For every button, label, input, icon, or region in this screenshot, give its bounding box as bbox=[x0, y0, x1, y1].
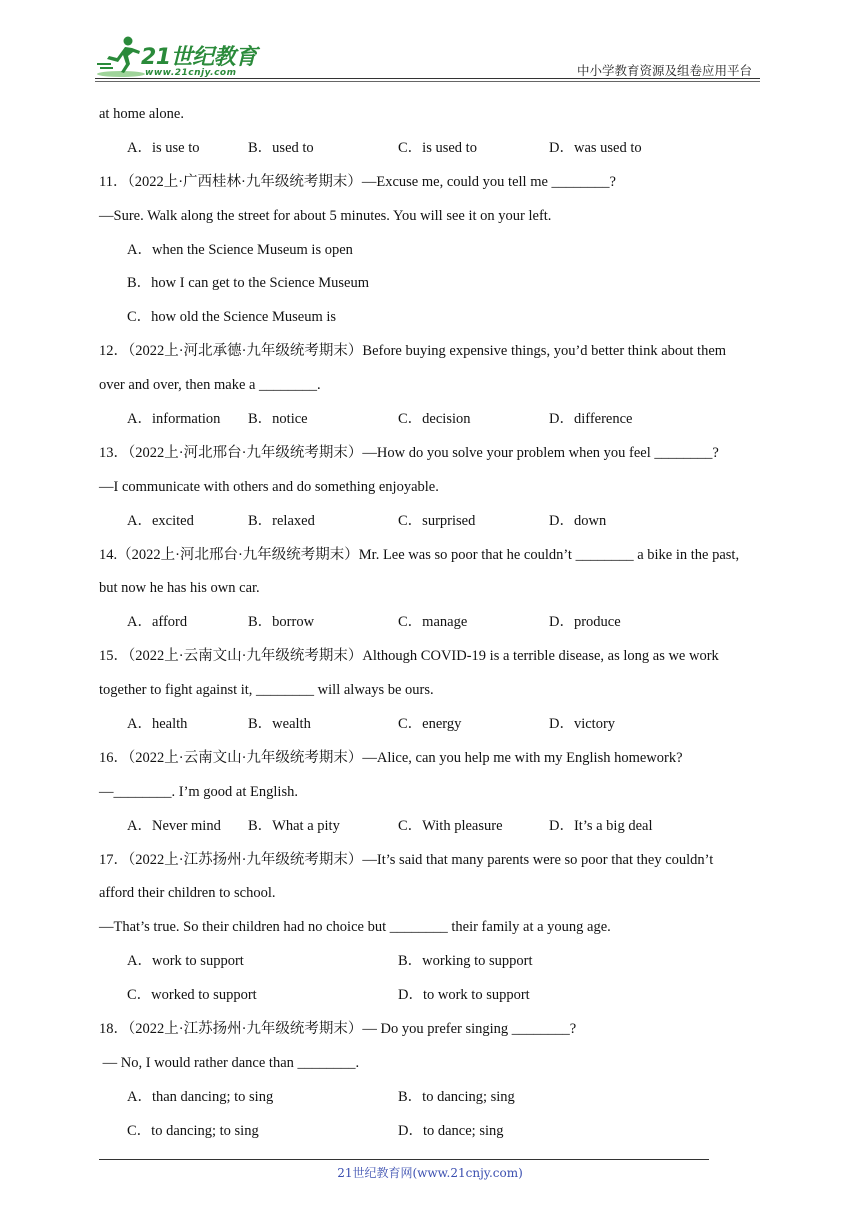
option-a: A．information bbox=[127, 411, 221, 428]
options-row bbox=[99, 979, 764, 1013]
option-b: B．used to bbox=[248, 139, 314, 156]
option-d: D．was used to bbox=[549, 139, 642, 156]
options-row bbox=[99, 1081, 764, 1115]
option-d: D．victory bbox=[549, 716, 616, 733]
option-d: D．produce bbox=[549, 614, 621, 631]
option-b: B．relaxed bbox=[248, 512, 315, 529]
option-b: B．wealth bbox=[248, 716, 311, 733]
option-b: B．to dancing; sing bbox=[398, 1088, 515, 1105]
options-row bbox=[99, 403, 764, 437]
logo-text: 21世纪教育 bbox=[141, 45, 257, 70]
option-d: D．down bbox=[549, 512, 607, 529]
question-stem: afford their children to school. bbox=[99, 885, 276, 902]
option-d: D．It’s a big deal bbox=[549, 817, 653, 834]
question-stem: 11．（2022上·广西桂林·九年级统考期末）—Excuse me, could you tell me ________? bbox=[99, 173, 616, 190]
options-row bbox=[99, 810, 764, 844]
option-b: B．notice bbox=[248, 411, 308, 428]
option-c: C．to dancing; to sing bbox=[127, 1122, 259, 1139]
footer-divider bbox=[99, 1159, 709, 1160]
question-stem: 14.（2022上·河北邢台·九年级统考期末）Mr. Lee was so poor that he couldn’t ________ a bike in the past, bbox=[99, 546, 740, 563]
option-d: D．to work to support bbox=[398, 987, 530, 1004]
question-stem: 13．（2022上·河北邢台·九年级统考期末）—How do you solve your problem when you feel ________? bbox=[99, 444, 719, 461]
page-header bbox=[95, 30, 760, 86]
question-stem: — No, I would rather dance than ________. bbox=[99, 1054, 360, 1071]
option-c: C．energy bbox=[398, 716, 462, 733]
logo-url: www.21cnjy.com bbox=[145, 68, 237, 78]
option-a: A．health bbox=[127, 716, 188, 733]
option-a: A．when the Science Museum is open bbox=[127, 241, 353, 258]
options-row bbox=[99, 505, 764, 539]
option-a: A．excited bbox=[127, 512, 194, 529]
option-a: A．work to support bbox=[127, 953, 244, 970]
question-stem: 16．（2022上·云南文山·九年级统考期末）—Alice, can you help me with my English homework? bbox=[99, 749, 683, 766]
question-stem: together to fight against it, ________ will always be ours. bbox=[99, 682, 434, 699]
option-b: B．What a pity bbox=[248, 817, 340, 834]
option-c: C．worked to support bbox=[127, 987, 257, 1004]
question-stem: over and over, then make a ________. bbox=[99, 377, 321, 394]
question-list bbox=[99, 98, 764, 1149]
option-c: C．how old the Science Museum is bbox=[127, 309, 337, 326]
options-row bbox=[99, 708, 764, 742]
question-stem: 15．（2022上·云南文山·九年级统考期末）Although COVID-19 is a terrible disease, as long as we work bbox=[99, 648, 719, 665]
option-b: B．borrow bbox=[248, 614, 315, 631]
option-d: D．to dance; sing bbox=[398, 1122, 504, 1139]
options-row bbox=[99, 1115, 764, 1149]
options-row bbox=[99, 945, 764, 979]
option-c: C．With pleasure bbox=[398, 817, 503, 834]
option-c: C．manage bbox=[398, 614, 468, 631]
question-stem: —Sure. Walk along the street for about 5 minutes. You will see it on your left. bbox=[99, 207, 552, 224]
question-stem: 17．（2022上·江苏扬州·九年级统考期末）—It’s said that many parents were so poor that they couldn’t bbox=[99, 851, 714, 868]
runner-icon bbox=[95, 34, 145, 78]
footer-text[interactable]: 21世纪教育网(www.21cnjy.com) bbox=[337, 1166, 523, 1180]
header-divider bbox=[95, 78, 760, 79]
option-b: B．how I can get to the Science Museum bbox=[127, 275, 370, 292]
options-row bbox=[99, 606, 764, 640]
header-divider-thin bbox=[95, 81, 760, 82]
option-a: A．is use to bbox=[127, 139, 200, 156]
question-stem: —________. I’m good at English. bbox=[99, 783, 298, 800]
platform-name: 中小学教育资源及组卷应用平台 bbox=[576, 63, 752, 78]
text-line: at home alone. bbox=[99, 106, 184, 122]
option-c: C．surprised bbox=[398, 512, 476, 529]
question-stem: 12．（2022上·河北承德·九年级统考期末）Before buying expensive things, you’d better think about them bbox=[99, 343, 727, 360]
option-d: D．difference bbox=[549, 411, 633, 428]
option-a: A．Never mind bbox=[127, 817, 221, 834]
option-b: B．working to support bbox=[398, 953, 533, 970]
site-logo bbox=[95, 34, 265, 78]
option-a: A．than dancing; to sing bbox=[127, 1088, 274, 1105]
question-stem: 18．（2022上·江苏扬州·九年级统考期末）— Do you prefer singing ________? bbox=[99, 1021, 577, 1038]
option-a: A．afford bbox=[127, 614, 188, 631]
question-stem: —That’s true. So their children had no choice but ________ their family at a young age. bbox=[99, 919, 611, 936]
question-stem: but now he has his own car. bbox=[99, 580, 260, 597]
question-stem: —I communicate with others and do something enjoyable. bbox=[99, 478, 439, 495]
option-c: C．is used to bbox=[398, 139, 477, 156]
options-row bbox=[99, 132, 764, 166]
option-c: C．decision bbox=[398, 411, 471, 428]
